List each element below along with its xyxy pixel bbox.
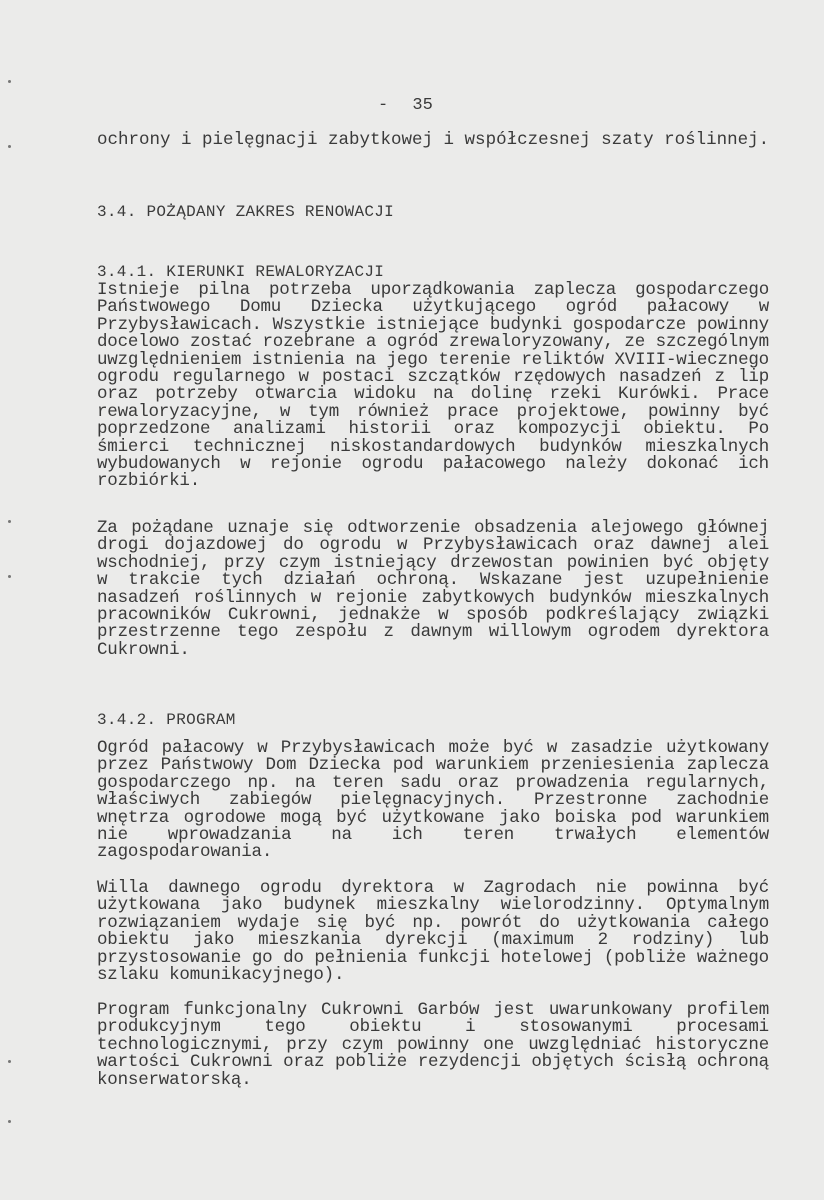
subsection-heading: 3.4.2. PROGRAM bbox=[97, 711, 236, 729]
text-line: wnętrza ogrodowe mogą być użytkowane jako boiska pod warunkiem bbox=[97, 807, 769, 828]
scan-speck bbox=[8, 80, 11, 83]
text-line: oraz potrzeby otwarcia widoku na dolinę rzeki Kurówki. Prace bbox=[97, 384, 769, 405]
text-line: rewaloryzacyjne, w tym również prace projektowe, powinny być bbox=[97, 401, 769, 422]
text-line: obiektu jako mieszkania dyrekcji (maximum 2 rodziny) lub bbox=[97, 930, 769, 951]
section-heading: 3.4. POŻĄDANY ZAKRES RENOWACJI bbox=[97, 203, 395, 221]
text-line: w trakcie tych działań ochroną. Wskazane jest uzupełnienie bbox=[97, 570, 769, 591]
text-line: nie wprowadzania na ich teren trwałych elementów bbox=[97, 824, 769, 845]
text-line: wybudowanych w rejonie ogrodu pałacowego należy dokonać ich bbox=[97, 453, 769, 474]
text-line: Ogród pałacowy w Przybysławicach może być w zasadzie użytkowany bbox=[97, 738, 769, 758]
page-number-value: 35 bbox=[412, 96, 433, 115]
text-line: uwzględnieniem istnienia na jego terenie reliktów XVIII-wiecznego bbox=[97, 349, 769, 370]
paragraph bbox=[97, 1002, 769, 1089]
text-line: przestrzenne tego zespołu z dawnym willowym ogrodem dyrektora bbox=[97, 622, 769, 643]
paragraph bbox=[97, 740, 769, 862]
scan-speck bbox=[8, 1060, 11, 1063]
text-line: rozbiórki. bbox=[97, 471, 201, 492]
text-line: poprzedzone analizami historii oraz kompozycji obiektu. Po bbox=[97, 419, 769, 440]
page-number-dash: - bbox=[378, 96, 389, 115]
text-line: produkcyjnym tego obiektu i stosowanymi procesami bbox=[97, 1017, 769, 1038]
text-line: przystosowanie go do pełnienia funkcji hotelowej (pobliże ważnego bbox=[97, 947, 769, 968]
scan-speck bbox=[8, 575, 11, 578]
text-line: rozwiązaniem wydaje się być np. powrót do użytkowania całego bbox=[97, 912, 769, 933]
text-line: Przybysławicach. Wszystkie istniejące budynki gospodarcze powinny bbox=[97, 314, 769, 335]
page-number bbox=[378, 96, 433, 115]
text-line: użytkowana jako budynek mieszkalny wielorodzinny. Optymalnym bbox=[97, 895, 769, 916]
text-line: Willa dawnego ogrodu dyrektora w Zagrodach nie powinna być bbox=[97, 878, 769, 898]
text-line: konserwatorską. bbox=[97, 1069, 252, 1090]
text-line: Istnieje pilna potrzeba uporządkowania zaplecza gospodarczego bbox=[97, 280, 769, 300]
scan-speck bbox=[8, 520, 11, 523]
text-line: Program funkcjonalny Cukrowni Garbów jest uwarunkowany profilem bbox=[97, 1000, 769, 1020]
text-line: wartości Cukrowni oraz pobliże rezydencji objętych ścisłą ochroną bbox=[97, 1052, 769, 1073]
text-line: przez Państwowy Dom Dziecka pod warunkiem przeniesienia zaplecza bbox=[97, 755, 769, 776]
text-line: pracowników Cukrowni, jednakże w sposób podkreślający związki bbox=[97, 604, 769, 625]
text-line: Za pożądane uznaje się odtworzenie obsadzenia alejowego głównej bbox=[97, 518, 769, 538]
text-line: właściwych zabiegów pielęgnacyjnych. Przestronne zachodnie bbox=[97, 790, 769, 811]
text-line: docelowo zostać rozebrane a ogród zrewaloryzowany, ze szczególnym bbox=[97, 332, 769, 353]
text-line: szlaku komunikacyjnego). bbox=[97, 964, 345, 985]
text-line: Cukrowni. bbox=[97, 639, 190, 660]
intro-line: ochrony i pielęgnacji zabytkowej i współczesnej szaty roślinnej. bbox=[97, 130, 770, 150]
text-line: śmierci technicznej niskostandardowych budynków mieszkalnych bbox=[97, 436, 769, 457]
text-line: Państwowego Domu Dziecka użytkującego ogród pałacowy w bbox=[97, 297, 769, 318]
subsection-heading: 3.4.1. KIERUNKI REWALORYZACJI bbox=[97, 263, 385, 281]
paragraph bbox=[97, 520, 769, 659]
text-line: zagospodarowania. bbox=[97, 842, 273, 863]
paragraph bbox=[97, 880, 769, 984]
paragraph bbox=[97, 282, 769, 491]
scan-speck bbox=[8, 145, 11, 148]
text-line: nasadzeń roślinnych w rejonie zabytkowych budynków mieszkalnych bbox=[97, 587, 769, 608]
text-line: wschodniej, przy czym istniejący drzewostan powinien być objęty bbox=[97, 552, 769, 573]
scan-speck bbox=[8, 1120, 11, 1123]
text-line: drogi dojazdowej do ogrodu w Przybysławicach oraz dawnej alei bbox=[97, 535, 769, 556]
text-line: ogrodu regularnego w postaci szczątków rzędowych nasadzeń z lip bbox=[97, 366, 769, 387]
text-line: technologicznymi, przy czym powinny one uwzględniać historyczne bbox=[97, 1034, 769, 1055]
text-line: gospodarczego np. na teren sadu oraz prowadzenia regularnych, bbox=[97, 772, 769, 793]
